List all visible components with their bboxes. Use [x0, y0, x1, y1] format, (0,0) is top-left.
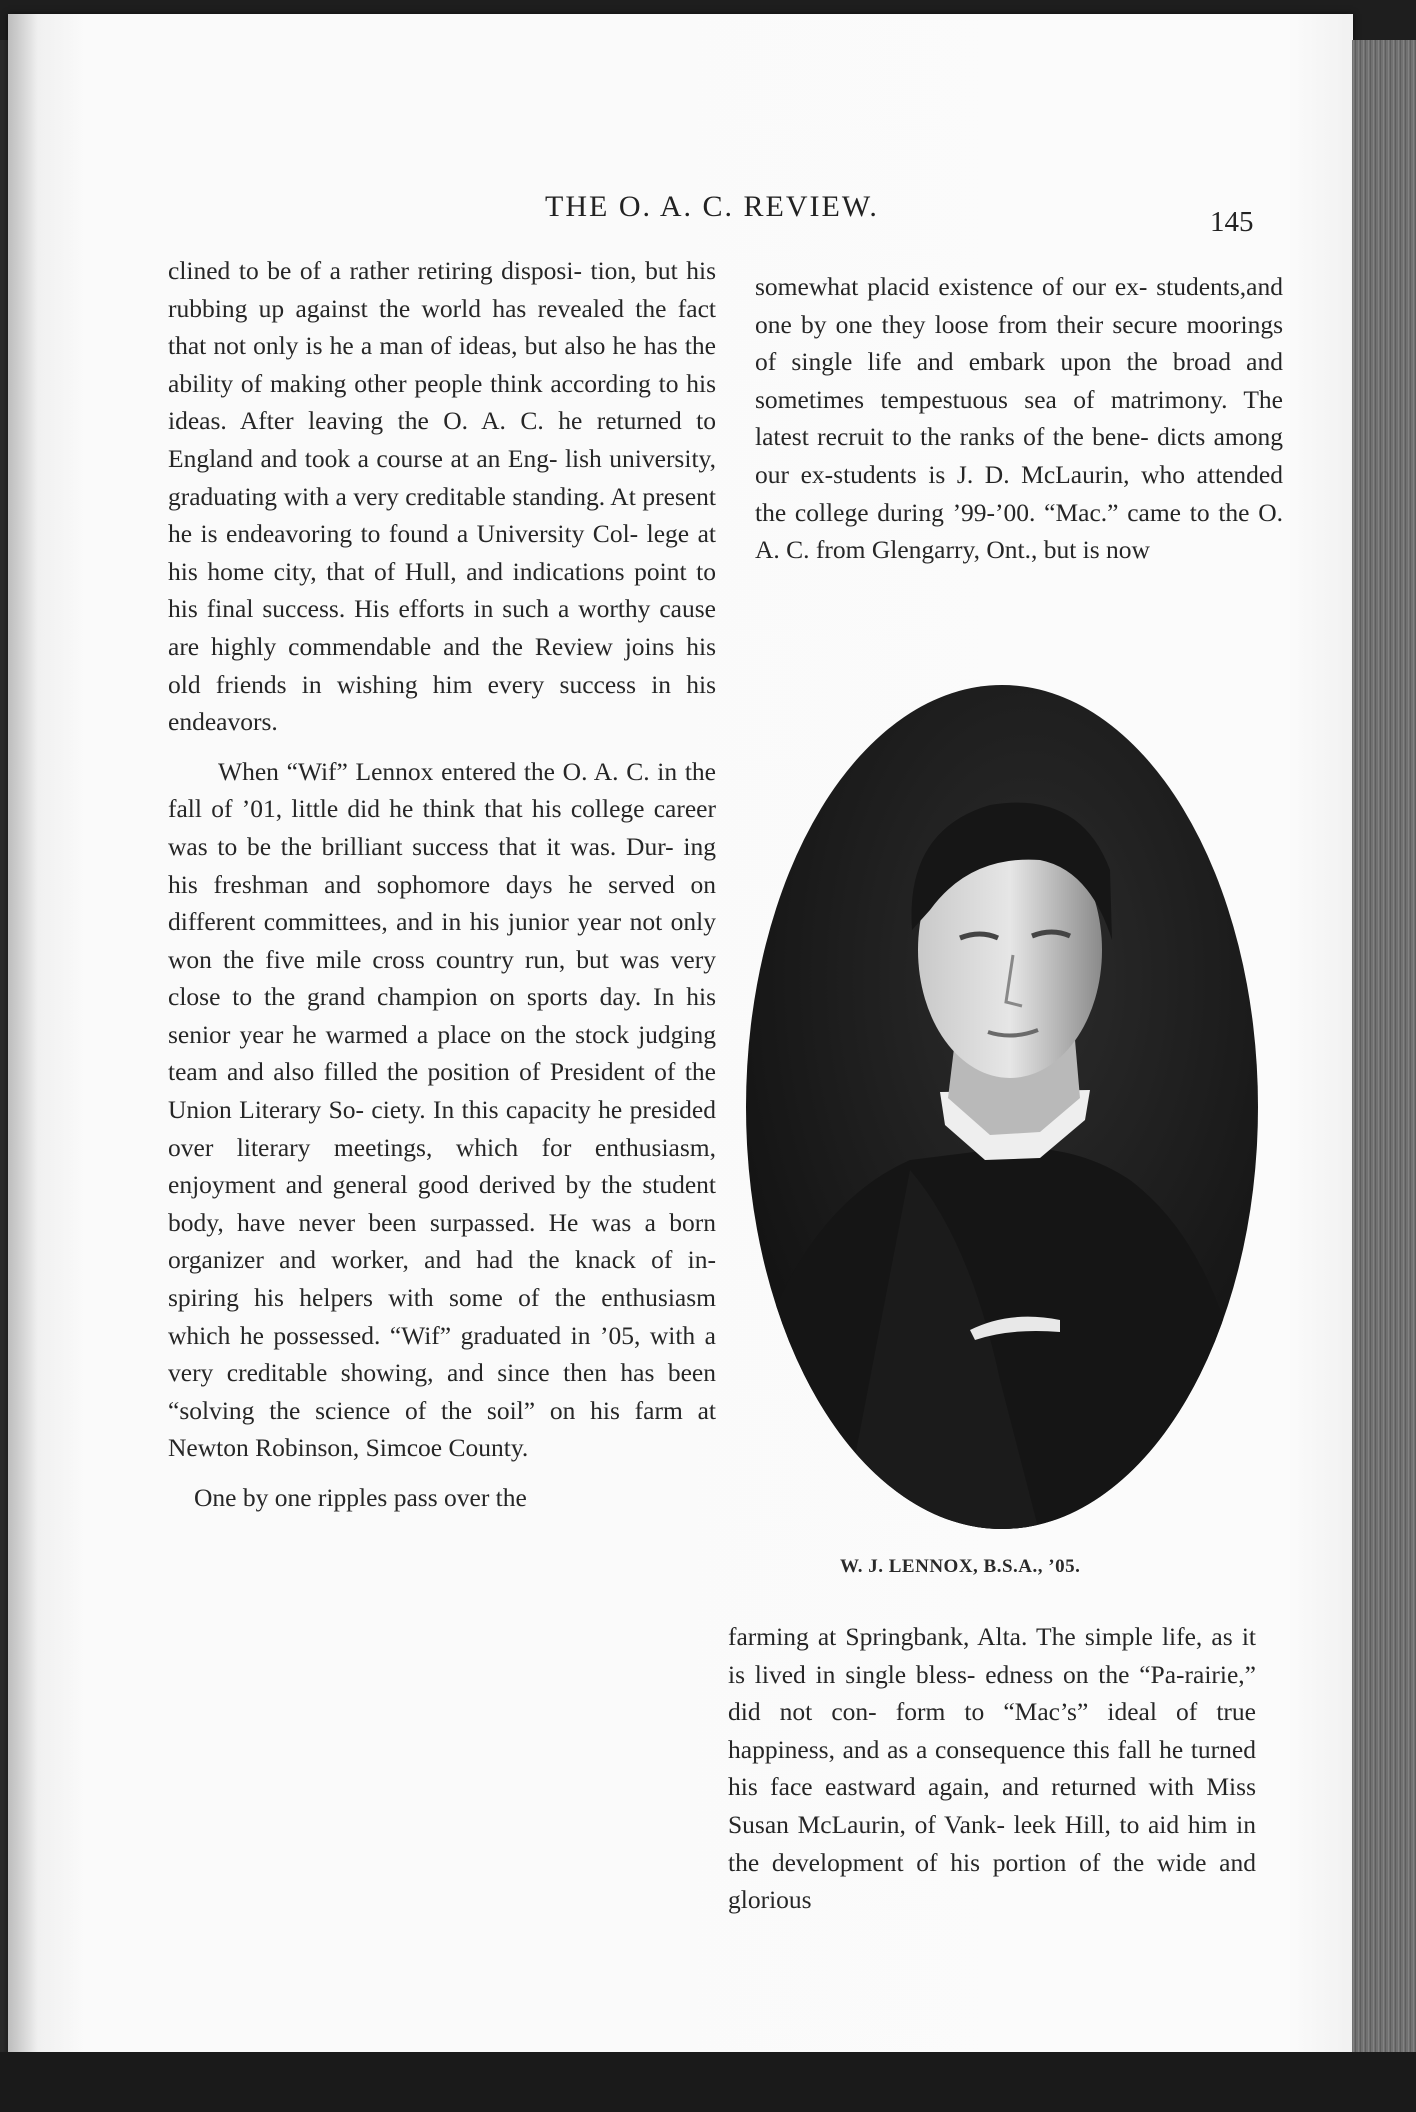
portrait-photo: [740, 680, 1265, 1535]
right-text-column-bottom: [728, 1618, 1256, 1919]
page-gutter-shadow: [8, 14, 83, 2066]
paragraph: When “Wif” Lennox entered the O. A. C. in the fall of ’01, little did he think that his college career was to be the brilliant success that it was. Dur- ing his freshman and sophomore days he served on different committees, and in his junior year not only won the five mile cross country run, but was very close to the grand champion on sports day. In his senior year he warmed a place on the stock judging team and also filled the position of President of the Union Literary So- ciety. In this capacity he presided over literary meetings, which for enthusiasm, enjoyment and general good derived by the student body, have never been surpassed. He was a born organizer and worker, and had the knack of in- spiring his helpers with some of the enthusiasm which he possessed. “Wif” graduated in ’05, with a very creditable showing, and since then has been “solving the science of the soil” on his farm at Newton Robinson, Simcoe County.: [168, 756, 716, 1463]
paragraph: farming at Springbank, Alta. The simple life, as it is lived in single bless- edness on the “Pa-rairie,” did not con- form to “Mac’s” ideal of true happiness, and as a consequence this fall he turned his face eastward again, and returned with Miss Susan McLaurin, of Vank- leek Hill, to aid him in the development of his portion of the wide and glorious: [728, 1622, 1256, 1915]
page-edges: [1352, 40, 1416, 2052]
left-text-column: [168, 252, 716, 1517]
page-number: 145: [1210, 206, 1254, 238]
running-title: THE O. A. C. REVIEW.: [545, 190, 879, 223]
portrait-caption: W. J. LENNOX, B.S.A., ’05.: [840, 1556, 1081, 1577]
right-text-column-top: [755, 268, 1283, 569]
paragraph: One by one ripples pass over the: [194, 1483, 527, 1512]
paragraph: clined to be of a rather retiring disposi- tion, but his rubbing up against the world has revealed the fact that not only is he a man of ideas, but also he has the ability of making other people think according to his ideas. After leaving the O. A. C. he returned to England and took a course at an Eng- lish university, graduating with a very creditable standing. At present he is endeavoring to found a University Col- lege at his home city, that of Hull, and indications point to his final success. His efforts in such a worthy cause are highly commendable and the Review joins his old friends in wishing him every success in his endeavors.: [168, 256, 716, 737]
paragraph: somewhat placid existence of our ex- students,and one by one they loose from their secure moorings of single life and embark upon the broad and sometimes tempestuous sea of matrimony. The latest recruit to the ranks of the bene- dicts among our ex-students is J. D. McLaurin, who attended the college during ’99-’00. “Mac.” came to the O. A. C. from Glengarry, Ont., but is now: [755, 272, 1283, 565]
scan-background-bottom: [0, 2052, 1416, 2112]
portrait-image: [740, 680, 1265, 1535]
